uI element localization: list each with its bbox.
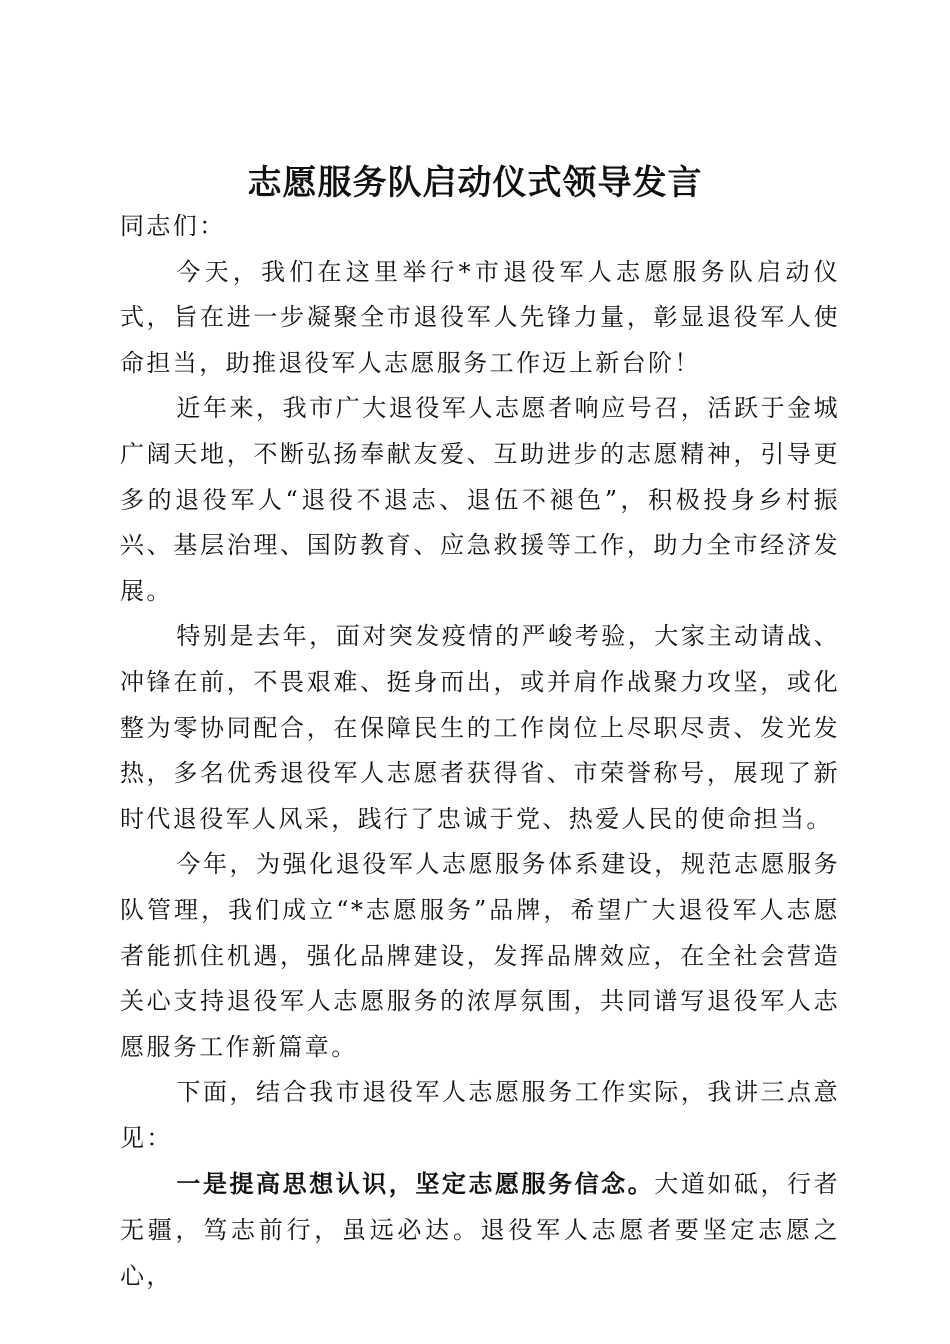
paragraph-three-points-intro: 下面，结合我市退役军人志愿服务工作实际，我讲三点意见： — [120, 1078, 840, 1152]
document-title: 志愿服务队启动仪式领导发言 — [247, 162, 703, 203]
paragraph-opening: 今天，我们在这里举行*市退役军人志愿服务队启动仪式，旨在进一步凝聚全市退役军人先锋力量，彰显退役军人使命担当，助推退役军人志愿服务工作迈上新台阶！ — [120, 257, 840, 377]
salutation: 同志们： — [120, 212, 226, 240]
point-one-heading: 一是提高思想认识，坚定志愿服务信念。 — [176, 1169, 655, 1199]
point-one-text: 大道如砥，行者无疆，笃志前行，虽远必达。退役军人志愿者要坚定志愿之心， — [120, 1170, 840, 1290]
document-body — [120, 204, 840, 1299]
paragraph-recent-years: 近年来，我市广大退役军人志愿者响应号召，活跃于金城广阔天地，不断弘扬奉献友爱、互助进步的志愿精神，引导更多的退役军人“退役不退志、退伍不褪色”，积极投身乡村振兴、基层治理、国防教育、应急救援等工作，助力全市经济发展。 — [120, 394, 840, 605]
paragraph-point-one — [120, 1161, 840, 1299]
paragraph-this-year: 今年，为强化退役军人志愿服务体系建设，规范志愿服务队管理，我们成立“*志愿服务”品牌，希望广大退役军人志愿者能抓住机遇，强化品牌建设，发挥品牌效应，在全社会营造关心支持退役军人志愿服务的浓厚氛围，共同谱写退役军人志愿服务工作新篇章。 — [120, 850, 840, 1061]
paragraph-last-year: 特别是去年，面对突发疫情的严峻考验，大家主动请战、冲锋在前，不畏艰难、挺身而出，或并肩作战聚力攻坚，或化整为零协同配合，在保障民生的工作岗位上尽职尽责、发光发热，多名优秀退役军人志愿者获得省、市荣誉称号，展现了新时代退役军人风采，践行了忠诚于党、热爱人民的使命担当。 — [120, 622, 840, 833]
